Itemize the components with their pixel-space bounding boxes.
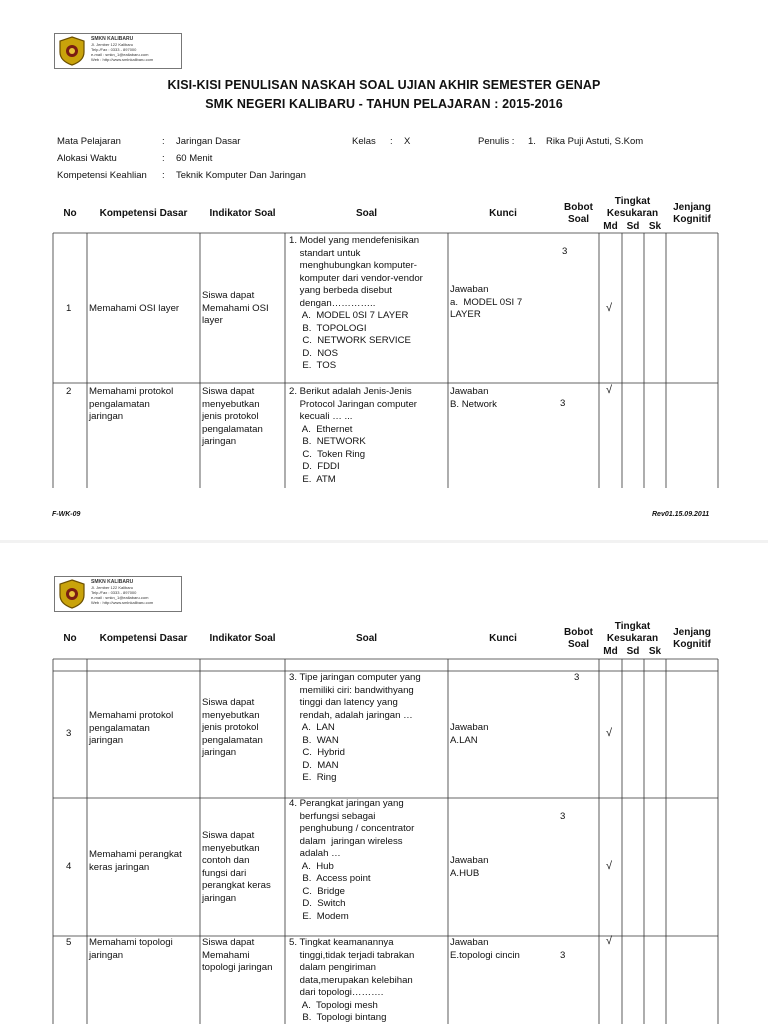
header-tingkat-line2: Kesukaran [606, 208, 659, 219]
school-letterhead [54, 576, 182, 612]
colon: : [390, 136, 393, 147]
header-bobot-line1: Bobot [564, 627, 593, 638]
row-1-soal: 1. Model yang mendefenisikan standart untuk menghubungkan komputer- komputer dari vendor-vendor yang berbeda disebut dengan………….. A. MODEL 0SI 7 LAYER B. TOPOLOGI C. NETWORK SERVICE D. NOS E. TOS [289, 235, 423, 371]
row-3-soal: 3. Tipe jaringan computer yang memiliki ciri: bandwithyang tinggi dan latency yang rendah, adalah jaringan … A. LAN B. WAN C. Hybrid D. MAN E. Ring [289, 672, 421, 783]
header-tingkat [599, 196, 666, 220]
row-4-kd: Memahami perangkat keras jaringan [89, 849, 182, 873]
penulis-label: Penulis : [478, 136, 515, 147]
header-bobot [558, 202, 599, 226]
colon: : [162, 136, 165, 147]
header-bobot-line1: Bobot [564, 202, 593, 213]
kelas-label: Kelas [352, 136, 376, 147]
row-5-bobot: 3 [560, 950, 566, 961]
row-5-kd: Memahami topologi jaringan [89, 937, 173, 961]
row-1-kd: Memahami OSI layer [89, 303, 180, 314]
page-title: KISI-KISI PENULISAN NASKAH SOAL UJIAN AKHIR SEMESTER GENAP [167, 78, 601, 92]
row-3-md-check: √ [606, 727, 613, 739]
header-sk: Sk [648, 646, 662, 657]
row-2-indikator: Siswa dapat menyebutkan jenis protokol pengalamatan jaringan [202, 386, 263, 447]
row-4-no: 4 [66, 861, 72, 872]
header-indikator: Indikator Soal [209, 208, 276, 219]
header-jenjang-line2: Kognitif [673, 214, 711, 225]
row-5-kunci: Jawaban E.topologi cincin [450, 937, 520, 961]
school-web: Web : http://www.smlnkalibaru.com [91, 600, 154, 605]
school-phone: Telp./Fax : 0333 - 897000 [91, 47, 137, 52]
row-1-indikator: Siswa dapat Memahami OSI layer [202, 290, 269, 326]
header-soal: Soal [355, 208, 378, 219]
header-tingkat [599, 621, 666, 645]
header-jenjang-line1: Jenjang [673, 627, 711, 638]
header-tingkat-line2: Kesukaran [606, 633, 659, 644]
row-2-md-check: √ [606, 384, 613, 396]
row-4-soal: 4. Perangkat jaringan yang berfungsi sebagai penghubung / concentrator dalam jaringan wireless adalah … A. Hub B. Access point C. Bridge D. Switch E. Modem [289, 798, 415, 922]
waktu-value: 60 Menit [176, 153, 213, 164]
header-jenjang-line2: Kognitif [673, 639, 711, 650]
row-5-no: 5 [66, 937, 72, 948]
row-2-no: 2 [66, 386, 72, 397]
header-no: No [63, 633, 77, 644]
page-subtitle: SMK NEGERI KALIBARU - TAHUN PELAJARAN : 2015-2016 [205, 97, 563, 111]
row-2-soal: 2. Berikut adalah Jenis-Jenis Protocol Jaringan computer kecuali … ... A. Ethernet B. NETWORK C. Token Ring D. FDDI E. ATM [289, 386, 417, 485]
colon: : [162, 170, 165, 181]
header-jenjang-line1: Jenjang [673, 202, 711, 213]
kelas-value: X [404, 136, 411, 147]
mapel-value: Jaringan Dasar [176, 136, 241, 147]
school-logo-icon [58, 579, 86, 609]
footer-form-code: F-WK-09 [52, 511, 81, 518]
header-kunci: Kunci [489, 633, 517, 644]
school-email: e-mail : smkn_1@ealiabaru.com [91, 595, 149, 600]
header-jenjang [666, 202, 718, 226]
row-2-bobot: 3 [560, 398, 566, 409]
header-md: Md [603, 646, 618, 657]
penulis-value: Rika Puji Astuti, S.Kom [546, 136, 644, 147]
row-1-bobot: 3 [562, 246, 568, 257]
row-3-kunci: Jawaban A.LAN [450, 722, 489, 746]
header-kompetensi-dasar: Kompetensi Dasar [99, 208, 188, 219]
row-1-kunci: Jawaban a. MODEL 0SI 7 LAYER [450, 284, 523, 320]
school-address: Jl. Jember 122 Kalibaru [91, 42, 134, 47]
row-5-indikator: Siswa dapat Memahami topologi jaringan [202, 937, 273, 973]
kompetensi-label: Kompetensi Keahlian [57, 170, 147, 181]
header-sd: Sd [626, 221, 640, 232]
header-sd: Sd [626, 646, 640, 657]
footer-revision: Rev01.15.09.2011 [652, 511, 710, 518]
header-jenjang [666, 627, 718, 651]
row-4-bobot: 3 [560, 811, 566, 822]
kompetensi-value: Teknik Komputer Dan Jaringan [176, 170, 306, 181]
header-no: No [63, 208, 77, 219]
header-kunci: Kunci [489, 208, 517, 219]
school-name: SMKN KALIBARU [91, 579, 134, 585]
school-phone: Telp./Fax : 0333 - 897000 [91, 590, 137, 595]
row-1-no: 1 [66, 303, 72, 314]
row-3-no: 3 [66, 728, 72, 739]
header-bobot-line2: Soal [567, 639, 590, 650]
colon: : [162, 153, 165, 164]
row-3-bobot: 3 [574, 672, 580, 683]
school-address: Jl. Jember 122 Kalibaru [91, 585, 134, 590]
row-3-indikator: Siswa dapat menyebutkan jenis protokol pengalamatan jaringan [202, 697, 263, 758]
row-5-soal: 5. Tingkat keamanannya tinggi,tidak terjadi tabrakan dalam pengiriman data,merupakan kelebihan dari topologi………. A. Topologi mesh B. Topologi bintang [289, 937, 415, 1023]
header-kompetensi-dasar: Kompetensi Dasar [99, 633, 188, 644]
header-bobot-line2: Soal [567, 214, 590, 225]
header-tingkat-line1: Tingkat [614, 196, 651, 207]
penulis-number: 1. [528, 136, 536, 147]
row-2-kd: Memahami protokol pengalamatan jaringan [89, 386, 174, 422]
header-md: Md [603, 221, 618, 232]
header-soal: Soal [355, 633, 378, 644]
row-4-kunci: Jawaban A.HUB [450, 855, 489, 879]
school-name: SMKN KALIBARU [91, 36, 134, 42]
row-1-md-check: √ [606, 302, 613, 314]
mapel-label: Mata Pelajaran [57, 136, 121, 147]
row-4-md-check: √ [606, 860, 613, 872]
row-2-kunci: Jawaban B. Network [450, 386, 497, 410]
school-web: Web : http://www.smlnkalibaru.com [91, 57, 154, 62]
school-email: e-mail : smkn_1@ealiabaru.com [91, 52, 149, 57]
header-bobot [558, 627, 599, 651]
row-3-kd: Memahami protokol pengalamatan jaringan [89, 710, 174, 746]
header-sk: Sk [648, 221, 662, 232]
row-5-md-check: √ [606, 935, 613, 947]
header-indikator: Indikator Soal [209, 633, 276, 644]
header-tingkat-line1: Tingkat [614, 621, 651, 632]
row-4-indikator: Siswa dapat menyebutkan contoh dan fungsi dari perangkat keras jaringan [202, 830, 271, 904]
waktu-label: Alokasi Waktu [57, 153, 117, 164]
